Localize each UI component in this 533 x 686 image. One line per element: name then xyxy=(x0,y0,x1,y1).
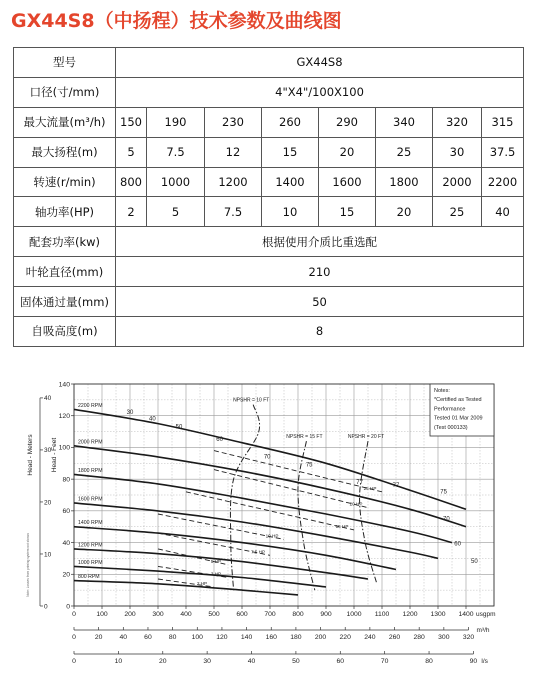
meters-tick-label: 0 xyxy=(44,603,48,611)
npsh-line-label: NPSHR = 10 FT xyxy=(233,397,270,404)
spec-value: 800 xyxy=(116,167,147,197)
ls-tick-label: 80 xyxy=(425,658,433,665)
spec-row xyxy=(14,317,524,347)
spec-label: 叶轮直径(mm) xyxy=(14,257,116,287)
m3h-tick-label: 300 xyxy=(438,634,450,641)
spec-value: 1800 xyxy=(376,167,433,197)
speed-curve-label: 2200 RPM xyxy=(78,402,103,409)
y-feet-label: Head - Feet xyxy=(51,437,58,473)
usgpm-tick-label: 0 xyxy=(72,611,76,618)
speed-curve-label: 1800 RPM xyxy=(78,467,103,474)
power-line-label: 25 HP xyxy=(363,485,377,491)
spec-value: 8 xyxy=(116,317,524,347)
efficiency-label: 60 xyxy=(454,541,461,548)
efficiency-label: 50 xyxy=(471,559,478,566)
spec-value: 7.5 xyxy=(205,197,262,227)
m3h-tick-label: 60 xyxy=(144,634,152,641)
meters-tick-label: 10 xyxy=(44,551,52,559)
spec-row xyxy=(14,77,524,107)
spec-label: 型号 xyxy=(14,48,116,78)
m3h-tick-label: 240 xyxy=(364,634,376,641)
m3h-tick-label: 140 xyxy=(240,634,253,641)
spec-row xyxy=(14,48,524,78)
feet-tick-label: 100 xyxy=(58,444,70,452)
efficiency-label: 50 xyxy=(175,424,183,431)
spec-value: 2200 xyxy=(482,167,524,197)
usgpm-tick-label: 400 xyxy=(180,611,192,618)
efficiency-label: 60 xyxy=(216,437,223,444)
usgpm-tick-label: 1400 xyxy=(458,611,474,618)
ls-unit: l/s xyxy=(481,658,488,665)
efficiency-label: 75 xyxy=(440,489,447,496)
efficiency-label: 75 xyxy=(305,462,313,469)
power-line xyxy=(214,470,368,508)
usgpm-tick-label: 300 xyxy=(152,611,164,618)
m3h-tick-label: 280 xyxy=(413,634,425,641)
spec-row xyxy=(14,167,524,197)
m3h-tick-label: 320 xyxy=(462,634,475,641)
m3h-tick-label: 20 xyxy=(94,634,103,641)
efficiency-label: 30 xyxy=(126,410,134,417)
usgpm-tick-label: 1100 xyxy=(374,611,390,618)
spec-value: 25 xyxy=(376,137,433,167)
spec-value: 260 xyxy=(262,107,319,137)
usgpm-unit: usgpm xyxy=(476,611,496,618)
ls-tick-label: 70 xyxy=(380,658,389,665)
efficiency-label: 77 xyxy=(356,479,363,486)
spec-row xyxy=(14,107,524,137)
spec-value: 1600 xyxy=(319,167,376,197)
side-note: Note: Losses from priming system not shown xyxy=(26,533,30,597)
notes-line: Performance xyxy=(434,406,466,413)
ls-tick-label: 0 xyxy=(72,658,76,665)
spec-value: 5 xyxy=(147,197,205,227)
spec-label: 口径(寸/mm) xyxy=(14,77,116,107)
feet-tick-label: 20 xyxy=(62,571,70,579)
spec-value: 230 xyxy=(205,107,262,137)
spec-value: 7.5 xyxy=(147,137,205,167)
meters-tick-label: 30 xyxy=(44,447,52,455)
npsh-line-label: NPSHR = 15 FT xyxy=(286,434,323,441)
m3h-tick-label: 80 xyxy=(168,634,177,641)
meters-tick-label: 40 xyxy=(44,395,52,403)
usgpm-tick-label: 900 xyxy=(320,611,332,618)
spec-row xyxy=(14,257,524,287)
spec-row xyxy=(14,287,524,317)
speed-curve-label: 800 RPM xyxy=(78,574,100,581)
power-line-label: 10 HP xyxy=(265,533,279,539)
m3h-tick-label: 220 xyxy=(339,634,351,641)
usgpm-tick-label: 200 xyxy=(124,611,136,618)
spec-value: 190 xyxy=(147,107,205,137)
m3h-tick-label: 40 xyxy=(119,634,128,641)
spec-value: 15 xyxy=(319,197,376,227)
power-line-label: 2 HP xyxy=(196,580,208,586)
spec-value: 1000 xyxy=(147,167,205,197)
feet-tick-label: 0 xyxy=(66,603,70,611)
power-line-label: 3 HP xyxy=(210,571,222,577)
spec-value: 2000 xyxy=(433,167,482,197)
spec-row xyxy=(14,197,524,227)
speed-curve xyxy=(74,527,396,570)
efficiency-label: 40 xyxy=(149,416,156,423)
notes-line: *Certified as Tested xyxy=(434,397,482,404)
power-line-label: 20 HP xyxy=(349,501,363,507)
spec-value: 320 xyxy=(433,107,482,137)
usgpm-tick-label: 700 xyxy=(264,611,276,618)
speed-curve-label: 1000 RPM xyxy=(78,559,103,566)
spec-label: 自吸高度(m) xyxy=(14,317,116,347)
spec-value: 15 xyxy=(262,137,319,167)
spec-row xyxy=(14,227,524,257)
usgpm-tick-label: 500 xyxy=(208,611,220,618)
spec-value: 5 xyxy=(116,137,147,167)
notes-line: Notes: xyxy=(434,388,450,394)
spec-value: 37.5 xyxy=(482,137,524,167)
feet-tick-label: 120 xyxy=(58,413,70,421)
usgpm-tick-label: 1000 xyxy=(346,611,362,618)
ls-tick-label: 40 xyxy=(247,658,256,665)
m3h-tick-label: 180 xyxy=(290,634,302,641)
ls-tick-label: 60 xyxy=(336,658,345,665)
notes-line: (Test 000133) xyxy=(434,424,468,431)
npsh-line-label: NPSHR = 20 FT xyxy=(347,434,385,441)
m3h-tick-label: 100 xyxy=(191,634,203,641)
performance-chart xyxy=(26,362,520,680)
m3h-tick-label: 0 xyxy=(72,634,76,641)
usgpm-tick-label: 100 xyxy=(96,611,108,618)
notes-line: Tested 01 Mar 2009 xyxy=(434,415,483,422)
spec-value: 25 xyxy=(433,197,482,227)
performance-chart-svg xyxy=(26,362,520,680)
usgpm-tick-label: 1200 xyxy=(402,611,418,618)
spec-value: 4"X4"/100X100 xyxy=(116,77,524,107)
m3h-tick-label: 260 xyxy=(388,634,401,641)
spec-table xyxy=(13,47,524,347)
spec-value: 210 xyxy=(116,257,524,287)
spec-value: 12 xyxy=(205,137,262,167)
spec-label: 轴功率(HP) xyxy=(14,197,116,227)
ls-tick-label: 10 xyxy=(114,658,123,665)
spec-value: 10 xyxy=(262,197,319,227)
spec-value: 2 xyxy=(116,197,147,227)
page-title: GX44S8（中扬程）技术参数及曲线图 xyxy=(11,10,342,32)
spec-label: 配套功率(kw) xyxy=(14,227,116,257)
spec-label: 最大流量(m³/h) xyxy=(14,107,116,137)
spec-value: 30 xyxy=(433,137,482,167)
spec-value: 50 xyxy=(116,287,524,317)
y-meters-label: Head - Meters xyxy=(27,434,34,476)
ls-tick-label: 30 xyxy=(203,658,211,665)
power-line-label: 5 HP xyxy=(210,558,222,564)
spec-label: 转速(r/min) xyxy=(14,167,116,197)
spec-value: 20 xyxy=(319,137,376,167)
usgpm-tick-label: 600 xyxy=(236,611,248,618)
power-line-label: 15 HP xyxy=(335,523,349,529)
feet-tick-label: 60 xyxy=(62,508,70,516)
spec-label: 固体通过量(mm) xyxy=(14,287,116,317)
usgpm-tick-label: 1300 xyxy=(430,611,446,618)
meters-tick-label: 20 xyxy=(44,499,52,507)
speed-curve-label: 2000 RPM xyxy=(78,439,103,446)
speed-curve-label: 1200 RPM xyxy=(78,542,103,549)
feet-tick-label: 40 xyxy=(62,539,70,547)
spec-value: GX44S8 xyxy=(116,48,524,78)
efficiency-label: 70 xyxy=(263,454,271,461)
spec-value: 290 xyxy=(319,107,376,137)
feet-tick-label: 80 xyxy=(62,476,70,484)
feet-tick-label: 140 xyxy=(58,381,70,389)
speed-curve-label: 1400 RPM xyxy=(78,520,103,527)
spec-value: 20 xyxy=(376,197,433,227)
spec-value: 340 xyxy=(376,107,433,137)
efficiency-label: 70 xyxy=(443,516,450,523)
spec-value: 根据使用介质比重选配 xyxy=(116,227,524,257)
efficiency-label: 77 xyxy=(392,483,400,490)
m3h-tick-label: 200 xyxy=(314,634,327,641)
spec-value: 1200 xyxy=(205,167,262,197)
spec-value: 40 xyxy=(482,197,524,227)
m3h-unit: m³/h xyxy=(476,627,490,634)
power-line-label: 7.5 HP xyxy=(250,549,266,555)
spec-value: 150 xyxy=(116,107,147,137)
spec-value: 315 xyxy=(482,107,524,137)
ls-tick-label: 20 xyxy=(158,658,167,665)
m3h-tick-label: 160 xyxy=(265,634,277,641)
speed-curve-label: 1600 RPM xyxy=(78,496,103,503)
spec-label: 最大扬程(m) xyxy=(14,137,116,167)
ls-tick-label: 90 xyxy=(469,658,478,665)
m3h-tick-label: 120 xyxy=(216,634,228,641)
usgpm-tick-label: 800 xyxy=(292,611,304,618)
spec-value: 1400 xyxy=(262,167,319,197)
ls-tick-label: 50 xyxy=(292,658,300,665)
spec-row xyxy=(14,137,524,167)
